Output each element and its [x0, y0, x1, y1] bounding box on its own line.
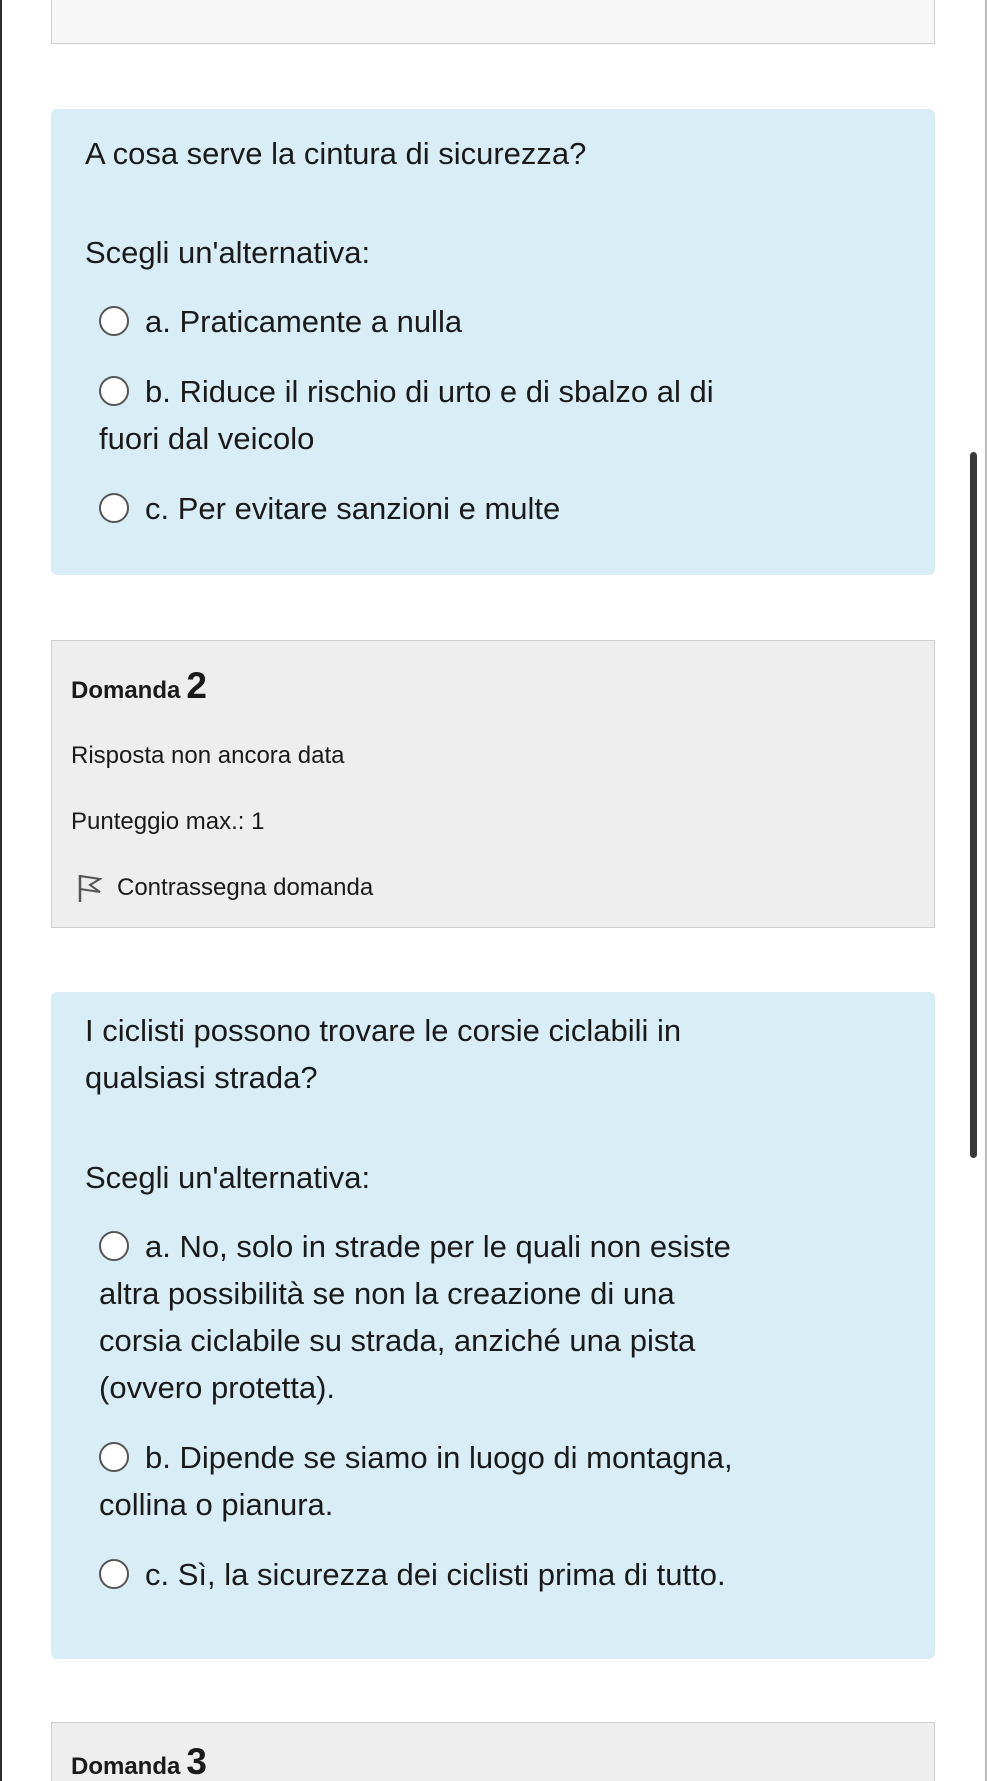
answer-option-c[interactable]: [85, 485, 901, 532]
answer-option-a[interactable]: [85, 298, 901, 345]
question-number: 2: [186, 665, 207, 706]
radio-button-b[interactable]: [99, 376, 129, 406]
question-2-formulation: [51, 992, 935, 1659]
answer-option-a[interactable]: [85, 1223, 901, 1411]
flag-icon: [77, 873, 103, 903]
answer-option-b[interactable]: [85, 368, 901, 462]
question-2-number: [71, 665, 915, 711]
radio-button-a[interactable]: [99, 1231, 129, 1261]
radio-button-c[interactable]: [99, 493, 129, 523]
answer-option-b[interactable]: [85, 1434, 901, 1528]
radio-button-b[interactable]: [99, 1442, 129, 1472]
flag-question-label: Contrassegna domanda: [117, 874, 374, 901]
answer-c-label: c. Per evitare sanzioni e multe: [145, 491, 561, 526]
question-2-text-line2: qualsiasi strada?: [85, 1060, 318, 1095]
flag-question-link[interactable]: [71, 873, 915, 903]
question-2-prompt: Scegli un'alternativa:: [85, 1160, 371, 1195]
question-1-text: A cosa serve la cintura di sicurezza?: [85, 136, 587, 171]
answer-a-label-line1: a. No, solo in strade per le quali non esiste: [145, 1229, 731, 1264]
question-number: 3: [186, 1741, 207, 1781]
answer-b-label-line1: b. Dipende se siamo in luogo di montagna,: [145, 1440, 733, 1475]
answer-a-label-line4: (ovvero protetta).: [99, 1370, 336, 1405]
answer-b-label-line2: collina o pianura.: [99, 1487, 334, 1522]
previous-question-box: [51, 0, 935, 44]
question-status: Risposta non ancora data: [71, 742, 345, 769]
answer-a-label: a. Praticamente a nulla: [145, 304, 463, 339]
question-1-formulation: [51, 109, 935, 575]
question-label: Domanda: [71, 677, 181, 704]
window-left-edge: [0, 0, 2, 1781]
question-3-info: [51, 1722, 935, 1781]
radio-button-c[interactable]: [99, 1559, 129, 1589]
question-2-text-line1: I ciclisti possono trovare le corsie ciclabili in: [85, 1013, 682, 1048]
answer-a-label-line3: corsia ciclabile su strada, anziché una pista: [99, 1323, 696, 1358]
radio-button-a[interactable]: [99, 306, 129, 336]
answer-a-label-line2: altra possibilità se non la creazione di una: [99, 1276, 675, 1311]
answer-b-label-line1: b. Riduce il rischio di urto e di sbalzo al di: [145, 374, 714, 409]
question-1-prompt: Scegli un'alternativa:: [85, 235, 371, 270]
question-3-number: [71, 1741, 915, 1781]
question-2-info: [51, 640, 935, 928]
scrollbar-thumb[interactable]: [970, 452, 977, 1158]
answer-option-c[interactable]: [85, 1551, 901, 1598]
answer-b-label-line2: fuori dal veicolo: [99, 421, 315, 456]
question-max-score: Punteggio max.: 1: [71, 808, 265, 835]
question-label: Domanda: [71, 1753, 181, 1780]
answer-c-label: c. Sì, la sicurezza dei ciclisti prima di tutto.: [145, 1557, 726, 1592]
